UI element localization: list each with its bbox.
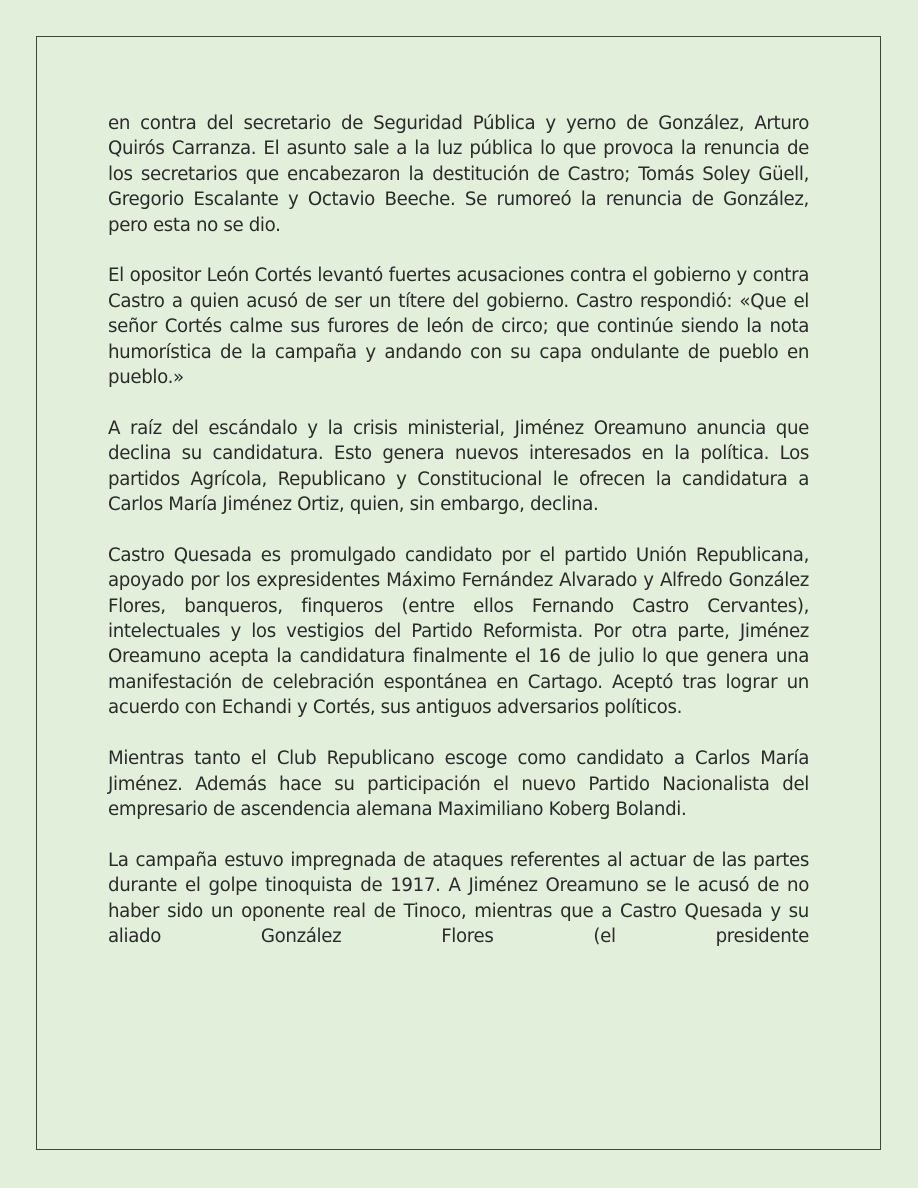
paragraph-campaign-attacks: La campaña estuvo impregnada de ataques referentes al actuar de las partes durante el golpe tinoquista de 1917. A Jiménez Oreamuno se le acusó de no haber sido un oponente real de Tinoco, mientras que a Castro Quesada y su aliado González Flores (el presidente xyxy=(108,849,809,947)
paragraph-castro-quesada-candidacy: Castro Quesada es promulgado candidato por el partido Unión Republicana, apoyado por los expresidentes Máximo Fernández Alvarado y Alfredo González Flores, banqueros, finqueros (entre ellos Fernando Castro Cervantes), intelectuales y los vestigios del Partido Reformista. Por otra parte, Jiménez Oreamuno acepta la candidatura finalmente el 16 de julio lo que genera una manifestación de celebración espontánea en Cartago. Aceptó tras lograr un acuerdo con Echandi y Cortés, sus antiguos adversarios políticos. xyxy=(108,544,809,719)
paragraph-leon-cortes-accusations: El opositor León Cortés levantó fuertes acusaciones contra el gobierno y contra Castro a quien acusó de ser un títere del gobierno. Castro respondió: «Que el señor Cortés calme sus furores de león de circo; que continúe siendo la nota humorística de la campaña y andando con su capa ondulante de pueblo en pueblo.» xyxy=(108,265,809,389)
paragraph-club-republicano: Mientras tanto el Club Republicano escoge como candidato a Carlos María Jiménez. Además hace su participación el nuevo Partido Nacionalista del empresario de ascendencia alemana Maximiliano Koberg Bolandi. xyxy=(108,748,809,820)
paragraph-quiros-scandal: en contra del secretario de Seguridad Pública y yerno de González, Arturo Quirós Carranza. El asunto sale a la luz pública lo que provoca la renuncia de los secretarios que encabezaron la destitución de Castro; Tomás Soley Güell, Gregorio Escalante y Octavio Beeche. Se rumoreó la renuncia de González, pero esta no se dio. xyxy=(108,113,809,236)
paragraph-jimenez-declines: A raíz del escándalo y la crisis ministerial, Jiménez Oreamuno anuncia que declina su candidatura. Esto genera nuevos interesados en la política. Los partidos Agrícola, Republicano y Constitucional le ofrecen la candidatura a Carlos María Jiménez Ortiz, quien, sin embargo, declina. xyxy=(108,417,809,516)
document-body xyxy=(108,111,809,975)
